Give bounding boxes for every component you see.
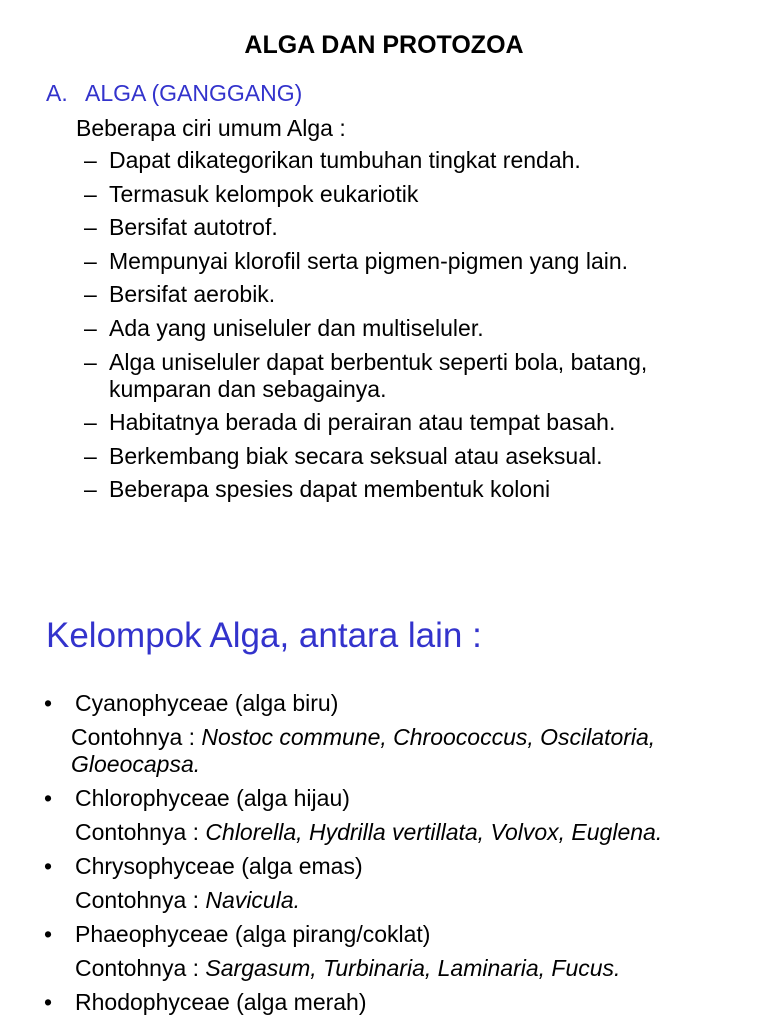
bullet-marker: • — [44, 921, 53, 947]
algae-group-item — [44, 690, 744, 778]
bullet-marker: • — [44, 785, 53, 811]
characteristic-item — [84, 281, 744, 308]
algae-group-examples — [75, 819, 744, 846]
algae-group-item — [44, 785, 744, 846]
algae-group-name: Chlorophyceae (alga hijau) — [75, 785, 350, 811]
example-names: Nostoc commune, Chroococcus, Oscilatoria, Gloeocapsa. — [71, 724, 656, 777]
algae-group-name: Rhodophyceae (alga merah) — [75, 989, 367, 1015]
characteristic-text: Mempunyai klorofil serta pigmen-pigmen yang lain. — [109, 247, 629, 274]
example-names: Navicula. — [205, 887, 301, 913]
dash-marker: – — [84, 214, 97, 241]
dash-marker: – — [84, 247, 97, 274]
section-a-label: ALGA (GANGGANG) — [85, 80, 303, 106]
characteristic-item — [84, 443, 744, 470]
dash-marker: – — [84, 281, 97, 308]
section-a-heading — [46, 78, 302, 108]
characteristic-item — [84, 409, 744, 436]
bullet-marker: • — [44, 989, 53, 1015]
algae-group-examples — [75, 887, 744, 914]
characteristic-item — [84, 248, 744, 275]
example-names: Chlorella, Hydrilla vertillata, Volvox, Euglena. — [205, 819, 663, 845]
algae-group-name: Cyanophyceae (alga biru) — [75, 690, 339, 716]
dash-marker: – — [84, 180, 97, 207]
dash-marker: – — [84, 409, 97, 436]
characteristic-text: Beberapa spesies dapat membentuk koloni — [109, 476, 551, 503]
example-label: Contohnya : — [75, 887, 206, 913]
example-label: Contohnya : — [75, 955, 206, 981]
characteristic-item — [84, 476, 744, 503]
dash-marker: – — [84, 442, 97, 469]
dash-marker: – — [84, 147, 97, 173]
algae-group-item — [44, 853, 744, 914]
example-label: Contohnya : — [71, 724, 202, 750]
characteristics-list — [84, 147, 744, 510]
characteristic-item — [84, 315, 744, 342]
document-title: ALGA DAN PROTOZOA — [244, 31, 524, 59]
characteristic-text: Dapat dikategorikan tumbuhan tingkat rendah. — [109, 147, 581, 173]
dash-marker: – — [84, 314, 97, 341]
dash-marker: – — [84, 348, 97, 375]
example-names: Sargasum, Turbinaria, Laminaria, Fucus. — [205, 955, 621, 981]
characteristic-text: Berkembang biak secara seksual atau aseksual. — [109, 442, 603, 469]
characteristic-text: Termasuk kelompok eukariotik — [109, 180, 419, 207]
section-a-letter: A. — [46, 80, 68, 106]
characteristic-text: Ada yang uniseluler dan multiseluler. — [109, 314, 484, 341]
characteristic-item — [84, 349, 744, 403]
characteristic-item — [84, 147, 744, 174]
algae-group-item — [44, 989, 744, 1016]
bullet-marker: • — [44, 853, 53, 879]
characteristic-text: Bersifat aerobik. — [109, 281, 276, 308]
characteristic-text: Bersifat autotrof. — [109, 214, 278, 241]
characteristic-item — [84, 214, 744, 241]
characteristic-text: Habitatnya berada di perairan atau tempat basah. — [109, 409, 616, 436]
bullet-marker: • — [44, 690, 53, 716]
groups-heading: Kelompok Alga, antara lain : — [46, 616, 482, 655]
algae-group-examples — [71, 724, 744, 778]
characteristic-text: Alga uniseluler dapat berbentuk seperti bola, batang, kumparan dan sebagainya. — [109, 348, 648, 402]
algae-group-item — [44, 921, 744, 982]
example-label: Contohnya : — [75, 819, 206, 845]
dash-marker: – — [84, 476, 97, 503]
characteristics-intro: Beberapa ciri umum Alga : — [76, 115, 346, 141]
algae-group-examples — [75, 955, 744, 982]
characteristic-item — [84, 181, 744, 208]
algae-group-name: Phaeophyceae (alga pirang/coklat) — [75, 921, 431, 947]
algae-group-name: Chrysophyceae (alga emas) — [75, 853, 363, 879]
algae-groups-list — [44, 690, 744, 1023]
